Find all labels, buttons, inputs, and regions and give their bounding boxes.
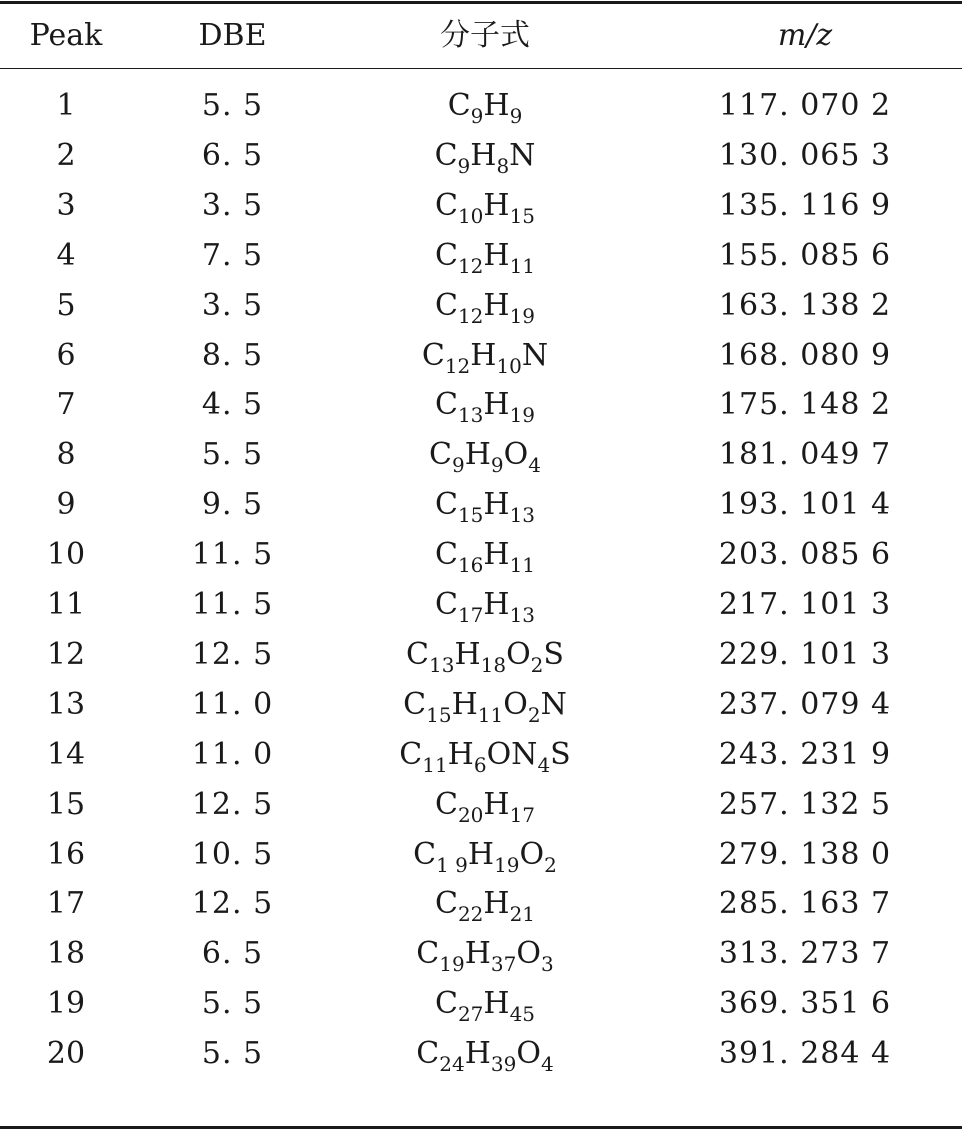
formula-count: 19 [439,952,465,977]
cell-formula [360,387,610,428]
formula-count: 12 [444,353,471,378]
cell-peak: 2 [56,137,76,173]
table-row [0,884,962,927]
table-row [0,535,962,578]
cell-mz: 175. 148 2 [718,387,892,423]
formula-count: 13 [509,603,536,627]
formula-count: 9 [509,104,523,128]
table-row [0,835,962,875]
formula-element: C [447,88,471,123]
formula-count: 18 [480,652,507,677]
cell-mz: 391. 284 4 [718,1036,892,1072]
cell-dbe: 5. 5 [201,437,264,473]
formula-count: 22 [457,902,484,927]
formula-count: 6 [473,752,487,777]
formula-count: 2 [544,852,557,877]
formula-count: 13 [457,403,484,428]
cell-formula [360,237,610,278]
cell-dbe: 3. 5 [201,287,264,323]
cell-mz: 135. 116 9 [718,187,892,223]
formula-count: 4 [540,1052,554,1077]
cell-peak: 17 [46,886,86,922]
formula-count: 12 [457,303,484,328]
formula-count: 11 [509,253,536,278]
formula-element: C [434,387,458,423]
formula-element: H [470,137,497,173]
table-row [0,86,962,126]
formula-element: C [434,187,458,223]
formula-count: 15 [426,702,452,727]
cell-mz: 237. 079 4 [718,686,892,722]
formula-element: H [483,786,510,822]
table-row [0,385,962,428]
formula-count: 11 [509,553,536,578]
header-mz: m/z [777,18,833,53]
table-row [0,685,962,725]
formula-element: N [521,337,549,373]
cell-dbe: 9. 5 [201,487,264,523]
header-peak: Peak [29,18,103,53]
cell-mz: 243. 231 9 [718,736,892,772]
cell-formula [360,1036,610,1077]
formula-element: H [483,387,510,423]
cell-dbe: 6. 5 [201,936,264,972]
cell-peak: 4 [56,237,76,273]
cell-mz: 193. 101 4 [718,487,892,523]
cell-formula [360,487,610,528]
cell-formula [360,686,610,727]
table-header-rule [0,68,962,69]
formula-element: C [434,786,458,822]
formula-element: H [483,88,510,123]
formula-count: 4 [537,752,551,777]
table-row [0,485,962,528]
formula-element: N [509,137,536,173]
formula-count: 17 [509,802,536,827]
cell-dbe: 6. 5 [201,137,264,173]
formula-count: 27 [457,1002,484,1027]
cell-dbe: 12. 5 [191,786,274,822]
cell-mz: 369. 351 6 [718,986,892,1022]
formula-element: H [451,686,478,722]
table-row [0,286,962,326]
cell-mz: 163. 138 2 [718,287,892,323]
formula-count: 11 [422,752,448,777]
cell-dbe: 11. 0 [191,686,274,722]
formula-count: 1 9 [436,852,468,877]
formula-element: C [434,487,458,523]
cell-mz: 313. 273 7 [718,936,892,972]
formula-count: 10 [457,203,484,228]
cell-formula [360,187,610,228]
header-dbe: DBE [198,18,267,53]
formula-count: 9 [451,453,465,478]
cell-dbe: 10. 5 [191,836,274,872]
cell-peak: 9 [56,487,76,523]
formula-element: O [516,936,541,972]
cell-peak: 14 [46,736,86,772]
formula-element: C [434,886,458,922]
formula-count: 8 [496,153,510,178]
formula-count: 45 [509,1002,536,1027]
formula-element: C [399,736,423,772]
formula-count: 9 [490,453,504,478]
formula-count: 9 [457,153,471,178]
header-formula: 分子式 [440,18,530,53]
cell-dbe: 12. 5 [191,886,274,922]
cell-dbe: 4. 5 [201,387,264,423]
formula-element: C [416,1036,440,1072]
formula-element: H [470,337,497,373]
table-row [0,1034,962,1077]
formula-count: 21 [509,902,536,927]
formula-element: H [483,587,510,622]
cell-peak: 1 [56,88,76,123]
formula-element: C [429,437,452,473]
formula-count: 20 [457,802,484,827]
table-row [0,635,962,675]
cell-mz: 155. 085 6 [718,237,892,273]
cell-mz: 168. 080 9 [718,337,892,373]
cell-peak: 11 [46,587,86,622]
formula-count: 2 [527,702,541,727]
formula-element: H [483,986,510,1022]
formula-element: C [434,237,458,273]
cell-mz: 257. 132 5 [718,786,892,822]
formula-count: 2 [530,652,544,677]
formula-element: C [434,587,458,622]
table-row [0,735,962,775]
table-bottom-rule [0,1126,962,1129]
cell-dbe: 5. 5 [201,1036,264,1072]
formula-count: 4 [528,453,541,478]
formula-element: C [434,986,458,1022]
formula-element: C [434,537,458,573]
formula-element: H [464,437,491,473]
cell-formula [360,986,610,1027]
table-header-row [0,4,962,68]
formula-element: H [483,537,510,573]
table-row [0,585,962,625]
formula-element: S [543,636,564,672]
formula-count: 11 [477,702,504,727]
cell-formula [360,587,610,627]
table-row [0,934,962,977]
cell-dbe: 7. 5 [201,237,264,273]
formula-element: ON [486,736,538,772]
table-row [0,336,962,376]
formula-count: 19 [509,403,536,428]
cell-dbe: 11. 0 [191,736,274,772]
cell-mz: 279. 138 0 [718,836,892,872]
formula-element: C [413,836,437,872]
formula-count: 12 [457,253,484,278]
cell-formula [360,636,610,677]
formula-count: 3 [540,952,554,977]
cell-formula [360,337,610,378]
cell-peak: 6 [56,337,76,373]
formula-count: 16 [457,553,484,578]
formula-element: C [434,137,458,173]
cell-mz: 117. 070 2 [718,88,892,123]
cell-formula [360,437,610,478]
formula-count: 15 [509,203,536,228]
cell-peak: 19 [46,986,86,1022]
cell-dbe: 11. 5 [191,537,274,573]
table-row [0,136,962,176]
cell-formula [360,88,610,128]
cell-mz: 203. 085 6 [718,537,892,573]
cell-dbe: 8. 5 [201,337,264,373]
formula-element: C [403,686,427,722]
formula-element: H [483,886,510,922]
formula-element: C [421,337,445,373]
formula-element: H [467,836,495,872]
cell-mz: 130. 065 3 [718,137,892,173]
table-row [0,186,962,226]
cell-dbe: 5. 5 [201,986,264,1022]
formula-count: 19 [509,303,536,328]
table-row [0,236,962,276]
formula-element: O [503,437,529,473]
cell-formula [360,836,610,877]
formula-count: 10 [496,353,522,378]
cell-peak: 5 [56,287,76,323]
formula-element: O [519,836,545,872]
cell-formula [360,137,610,178]
cell-formula [360,287,610,328]
cell-peak: 18 [46,936,86,972]
cell-formula [360,537,610,578]
cell-dbe: 3. 5 [201,187,264,223]
formula-element: O [516,1036,541,1072]
cell-dbe: 12. 5 [191,636,274,672]
cell-mz: 181. 049 7 [718,437,892,473]
cell-formula [360,936,610,977]
formula-count: 24 [439,1052,465,1077]
formula-element: H [483,287,510,323]
cell-formula [360,736,610,777]
formula-element: H [483,237,510,273]
cell-peak: 13 [46,686,86,722]
formula-element: N [540,686,567,722]
cell-peak: 8 [56,437,76,473]
cell-peak: 3 [56,187,76,223]
cell-formula [360,886,610,927]
formula-count: 13 [428,652,455,677]
formula-element: O [503,686,528,722]
table-row [0,785,962,825]
table-row [0,435,962,478]
formula-count: 37 [490,952,517,977]
cell-peak: 16 [46,836,86,872]
formula-element: H [464,936,491,972]
cell-dbe: 11. 5 [191,587,274,622]
formula-count: 19 [494,852,520,877]
cell-formula [360,786,610,827]
cell-dbe: 5. 5 [201,88,264,123]
cell-peak: 15 [46,786,86,822]
table-row [0,984,962,1027]
formula-element: S [550,736,571,772]
cell-peak: 7 [56,387,76,423]
formula-element: H [447,736,474,772]
formula-element: H [483,487,510,523]
cell-peak: 12 [46,636,86,672]
formula-count: 9 [470,104,484,128]
formula-count: 13 [509,503,536,528]
cell-peak: 10 [46,537,86,573]
formula-element: C [434,287,458,323]
cell-mz: 229. 101 3 [718,636,892,672]
formula-element: H [454,636,481,672]
formula-element: H [464,1036,491,1072]
formula-count: 17 [457,603,484,627]
cell-mz: 217. 101 3 [718,587,892,622]
formula-count: 15 [457,503,484,528]
formula-element: C [406,636,429,672]
cell-mz: 285. 163 7 [718,886,892,922]
formula-count: 39 [490,1052,517,1077]
formula-element: C [416,936,440,972]
cell-peak: 20 [46,1036,86,1072]
formula-element: O [506,636,531,672]
formula-element: H [483,187,510,223]
